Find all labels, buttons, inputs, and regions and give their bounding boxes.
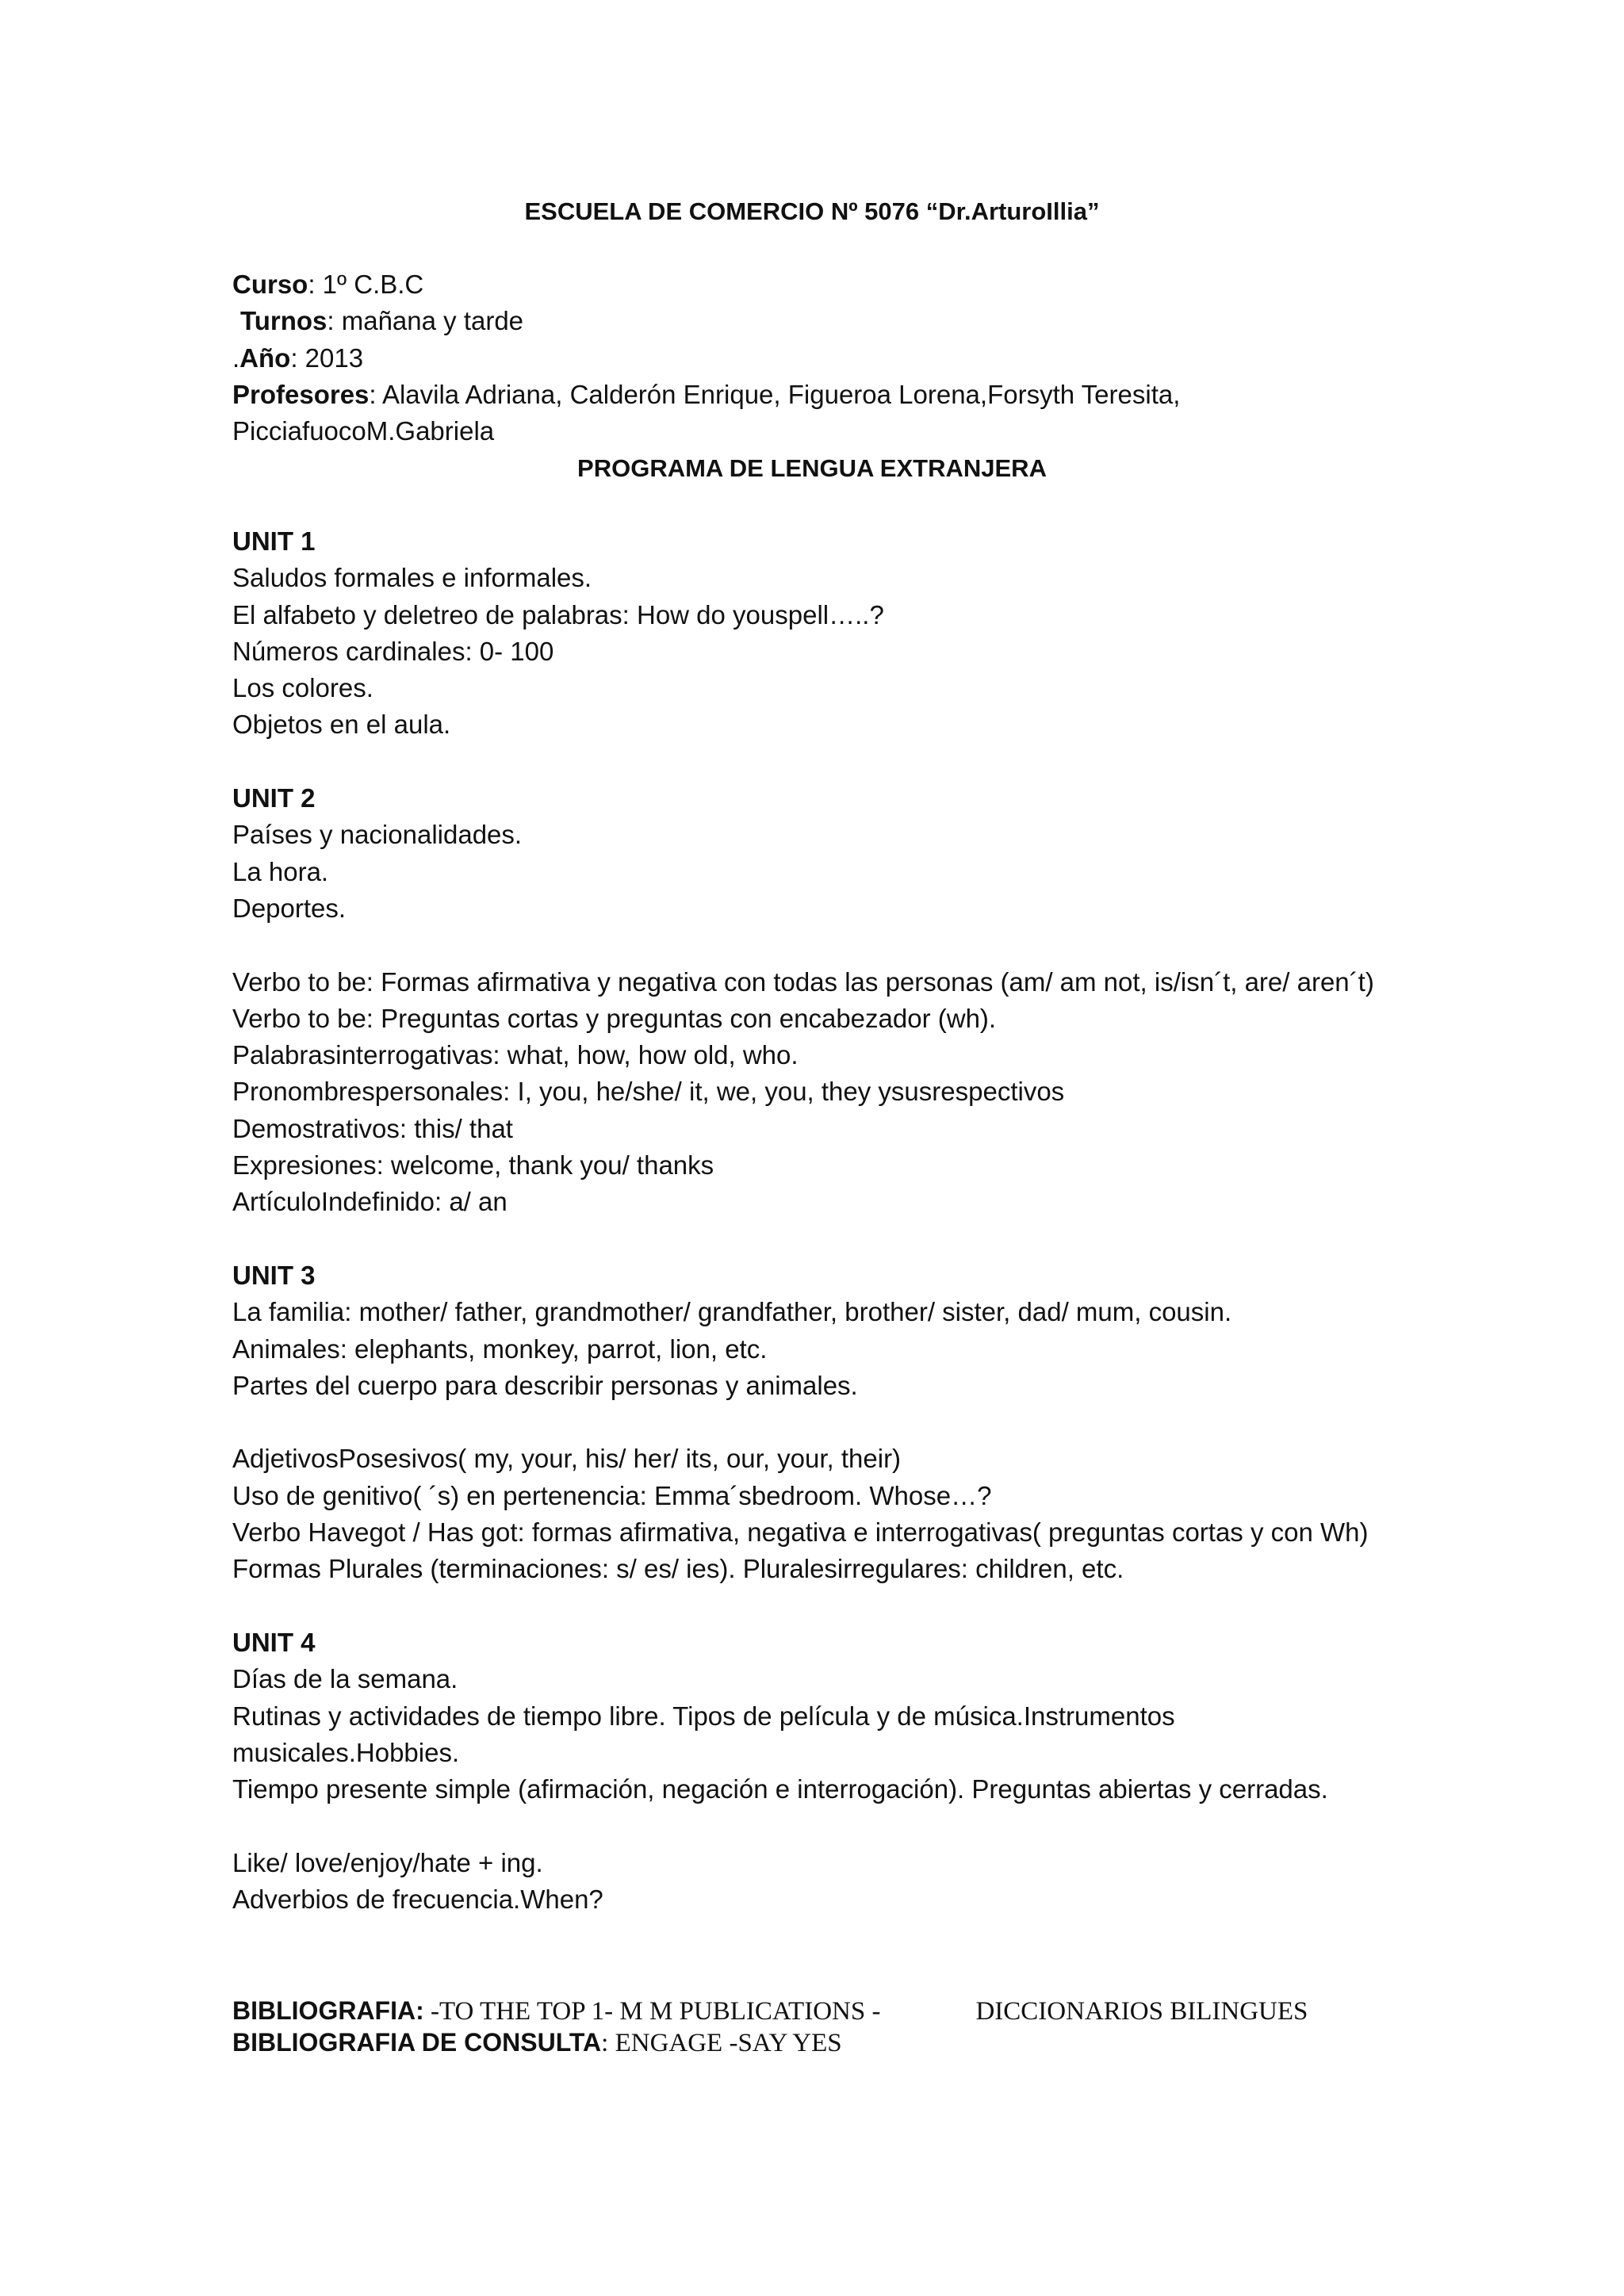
- turnos-label: Turnos: [240, 306, 327, 336]
- anio-line: [232, 340, 1406, 377]
- program-content: [232, 523, 1406, 1918]
- unit-2-title: UNIT 2: [232, 783, 316, 813]
- unit-3-grammar: Formas Plurales (terminaciones: s/ es/ ies). Pluralesirregulares: children, etc.: [232, 1554, 1124, 1584]
- turnos-value: : mañana y tarde: [327, 306, 524, 336]
- unit-2-grammar: Expresiones: welcome, thank you/ thanks: [232, 1150, 714, 1181]
- unit-1-item: Números cardinales: 0- 100: [232, 636, 554, 666]
- program-title: PROGRAMA DE LENGUA EXTRANJERA: [577, 454, 1047, 482]
- unit-2-grammar: Verbo to be: Preguntas cortas y preguntas con encabezador (wh).: [232, 1003, 997, 1033]
- bibliography-line: [232, 1995, 1406, 2027]
- unit-1-item: Saludos formales e informales.: [232, 563, 592, 593]
- anio-prefix: .: [232, 342, 240, 373]
- unit-3-item: La familia: mother/ father, grandmother/ grandfather, brother/ sister, dad/ mum, cousin.: [232, 1297, 1232, 1327]
- unit-4-grammar: Adverbios de frecuencia.When?: [232, 1884, 603, 1914]
- turnos-line: [232, 303, 1406, 339]
- unit-2-item: Deportes.: [232, 893, 347, 923]
- school-title: ESCUELA DE COMERCIO Nº 5076 “Dr.ArturoIllia”: [524, 197, 1100, 225]
- unit-3-grammar: Uso de genitivo( ´s) en pertenencia: Emma´sbedroom. Whose…?: [232, 1480, 992, 1510]
- unit-2-grammar: Palabrasinterrogativas: what, how, how old, who.: [232, 1040, 799, 1070]
- unit-4-item: Rutinas y actividades de tiempo libre. Tipos de película y de música.Instrumentos musicales.Hobbies.: [232, 1701, 1175, 1767]
- anio-value: : 2013: [290, 342, 364, 373]
- profesores-value: : Alavila Adriana, Calderón Enrique, Figueroa Lorena,Forsyth Teresita,: [369, 379, 1181, 409]
- curso-line: [232, 266, 1406, 303]
- anio-label: Año: [239, 342, 291, 373]
- unit-2-item: Países y nacionalidades.: [232, 820, 523, 850]
- unit-3-title: UNIT 3: [232, 1260, 316, 1290]
- unit-4-grammar: Like/ love/enjoy/hate + ing.: [232, 1847, 543, 1877]
- bibliography-consulta-label: BIBLIOGRAFIA DE CONSULTA: [232, 2028, 602, 2057]
- bibliography-item-2: DICCIONARIOS BILINGUES: [975, 1997, 1308, 2026]
- unit-4-title: UNIT 4: [232, 1627, 316, 1657]
- profesores-continuation: PicciafuocoM.Gabriela: [232, 416, 495, 446]
- unit-3-item: Partes del cuerpo para describir personas y animales.: [232, 1370, 858, 1400]
- unit-3-item: Animales: elephants, monkey, parrot, lion, etc.: [232, 1334, 768, 1364]
- unit-2-item: La hora.: [232, 856, 329, 886]
- unit-3-grammar: AdjetivosPosesivos( my, your, his/ her/ its, our, your, their): [232, 1444, 902, 1474]
- curso-value: : 1º C.B.C: [308, 270, 424, 299]
- unit-3-grammar: Verbo Havegot / Has got: formas afirmativa, negativa e interrogativas( preguntas cortas y con Wh): [232, 1517, 1369, 1548]
- bibliography-item-1: -TO THE TOP 1- M M PUBLICATIONS -: [423, 1997, 881, 2026]
- curso-label: Curso: [232, 270, 308, 299]
- bibliography-consulta-line: [232, 2026, 1406, 2059]
- unit-1-title: UNIT 1: [232, 526, 316, 556]
- unit-1-item: Los colores.: [232, 673, 373, 703]
- profesores-line: [232, 377, 1406, 413]
- profesores-label: Profesores: [232, 379, 370, 409]
- bibliography-consulta-value: : ENGAGE -SAY YES: [601, 2029, 842, 2057]
- unit-2-grammar: Verbo to be: Formas afirmativa y negativa con todas las personas (am/ am not, is/isn´t, are/ aren´t): [232, 966, 1374, 997]
- unit-4-item: Tiempo presente simple (afirmación, negación e interrogación). Preguntas abiertas y cerradas.: [232, 1774, 1328, 1804]
- unit-2-grammar: Demostrativos: this/ that: [232, 1113, 513, 1143]
- unit-1-item: El alfabeto y deletreo de palabras: How do youspell…..?: [232, 599, 884, 629]
- unit-2-grammar: ArtículoIndefinido: a/ an: [232, 1187, 508, 1217]
- course-info: [232, 266, 1406, 450]
- bibliography-label: BIBLIOGRAFIA:: [232, 1996, 424, 2025]
- unit-1-item: Objetos en el aula.: [232, 710, 451, 740]
- unit-2-grammar: Pronombrespersonales: I, you, he/she/ it, we, you, they ysusrespectivos: [232, 1077, 1065, 1107]
- unit-4-item: Días de la semana.: [232, 1664, 458, 1694]
